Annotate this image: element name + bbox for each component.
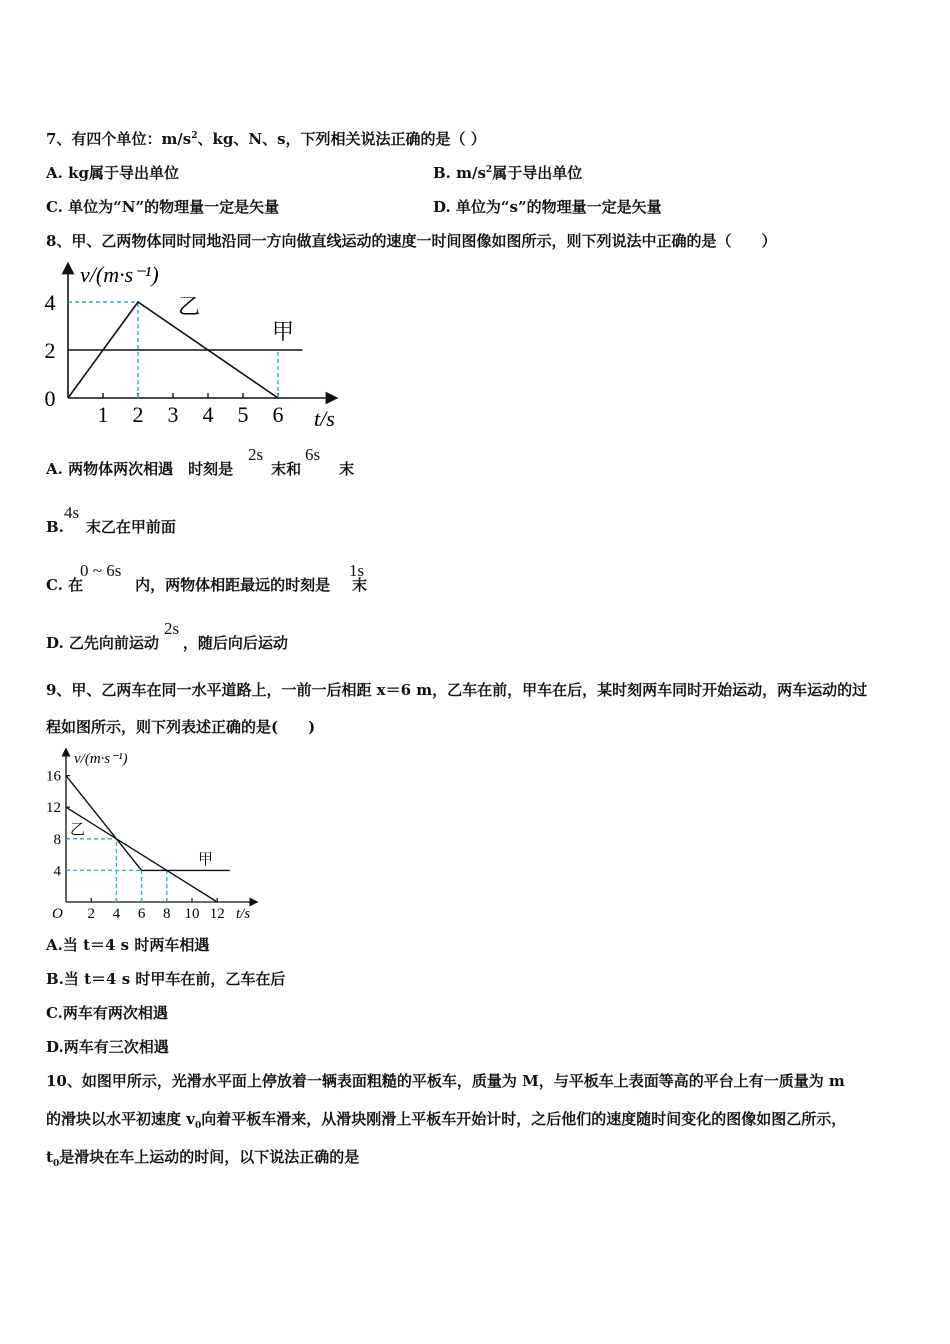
q7-option-a: A. kg属于导出单位 bbox=[46, 164, 179, 182]
q8-option-a: A. 两物体两次相遇 时刻是 末和 末 bbox=[46, 460, 355, 478]
q8-ylabel: v/(m·s⁻¹) bbox=[80, 262, 159, 287]
q7-option-b: B. $m/s^2$属于导出单位 bbox=[433, 164, 583, 182]
q10-line1: 10、如图甲所示，光滑水平面上停放着一辆表面粗糙的平板车，质量为 M，与平板车上表面等高的平台上有一质量为 m bbox=[46, 1072, 845, 1090]
q9-ytick-label: 12 bbox=[46, 800, 61, 817]
q9-origin: O bbox=[52, 906, 63, 922]
q8-c-time: 1s bbox=[349, 561, 365, 580]
q8-ytick-label: 0 bbox=[44, 386, 56, 411]
q8-b-time: 4s bbox=[64, 503, 80, 522]
q9-ytick-label: 8 bbox=[53, 831, 61, 848]
q8-vt-graph bbox=[40, 258, 350, 433]
q9-stem-line1: 9、甲、乙两车在同一水平道路上，一前一后相距 x＝6 m，乙车在前，甲车在后，某时刻两车同时开始运动，两车运动的过 bbox=[46, 681, 868, 699]
q8-d-time: 2s bbox=[164, 619, 180, 638]
q9-option-b: B.当 t＝4 s 时甲车在前，乙车在后 bbox=[46, 970, 286, 988]
q8-xtick-label: 4 bbox=[202, 402, 214, 427]
q9-xtick-label: 12 bbox=[209, 906, 225, 922]
q9-xtick-label: 6 bbox=[137, 906, 146, 922]
q9-ytick-label: 4 bbox=[53, 863, 61, 880]
q8-option-c: C. 在 内，两物体相距最远的时刻是 末 bbox=[46, 576, 368, 594]
q8-stem: 8、甲、乙两物体同时同地沿同一方向做直线运动的速度一时间图像如图所示，则下列说法中正确的是（ ） bbox=[46, 232, 777, 250]
q9-ylabel: v/(m·s⁻¹) bbox=[74, 751, 128, 767]
q8-xtick-label: 2 bbox=[132, 402, 144, 427]
q8-c-range: 0 ~ 6s bbox=[80, 561, 122, 580]
q9-label-yi: 乙 bbox=[70, 822, 86, 838]
q8-ytick-label: 4 bbox=[44, 290, 56, 315]
q9-ytick-label: 16 bbox=[46, 768, 61, 785]
q7-option-d: D. 单位为“s”的物理量一定是矢量 bbox=[433, 198, 662, 216]
q8-a-time2: 6s bbox=[305, 445, 321, 464]
q9-xtick-label: 8 bbox=[163, 906, 171, 922]
q9-vt-graph bbox=[40, 744, 265, 924]
q9-xtick-label: 2 bbox=[87, 906, 95, 922]
q8-option-d: D. 乙先向前运动 ，随后向后运动 bbox=[46, 634, 288, 652]
q8-xtick-label: 3 bbox=[167, 402, 179, 427]
q8-label-jia: 甲 bbox=[272, 319, 295, 344]
q10-line2: 的滑块以水平初速度 $v_0$向着平板车滑来，从滑块刚滑上平板车开始计时，之后他们的速度随时间变化的图像如图乙所示， bbox=[46, 1110, 847, 1131]
q8-a-time1: 2s bbox=[248, 445, 264, 464]
q8-xtick-label: 5 bbox=[237, 402, 249, 427]
q9-option-c: C.两车有两次相遇 bbox=[46, 1004, 168, 1022]
q8-xtick-label: 6 bbox=[272, 402, 284, 427]
q8-xtick-label: 1 bbox=[97, 402, 109, 427]
q9-stem-line2: 程如图所示，则下列表述正确的是( ) bbox=[46, 718, 316, 736]
q8-xlabel: t/s bbox=[314, 406, 335, 431]
q10-line3: $t_0$是滑块在车上运动的时间，以下说法正确的是 bbox=[46, 1148, 360, 1169]
q8-ytick-label: 2 bbox=[44, 338, 56, 363]
q7-stem: 7、有四个单位：$m/s^2$、kg、N、s，下列相关说法正确的是（ ） bbox=[46, 130, 486, 148]
q9-option-a: A.当 t＝4 s 时两车相遇 bbox=[46, 936, 210, 954]
q8-label-yi: 乙 bbox=[178, 294, 201, 319]
q9-xlabel: t/s bbox=[236, 906, 251, 922]
q9-xtick-label: 10 bbox=[184, 906, 200, 922]
q7-option-c: C. 单位为“N”的物理量一定是矢量 bbox=[46, 198, 280, 216]
q9-label-jia: 甲 bbox=[198, 852, 214, 868]
q9-xtick-label: 4 bbox=[112, 906, 121, 922]
q9-option-d: D.两车有三次相遇 bbox=[46, 1038, 169, 1056]
q8-option-b: B. 末乙在甲前面 bbox=[46, 518, 176, 536]
